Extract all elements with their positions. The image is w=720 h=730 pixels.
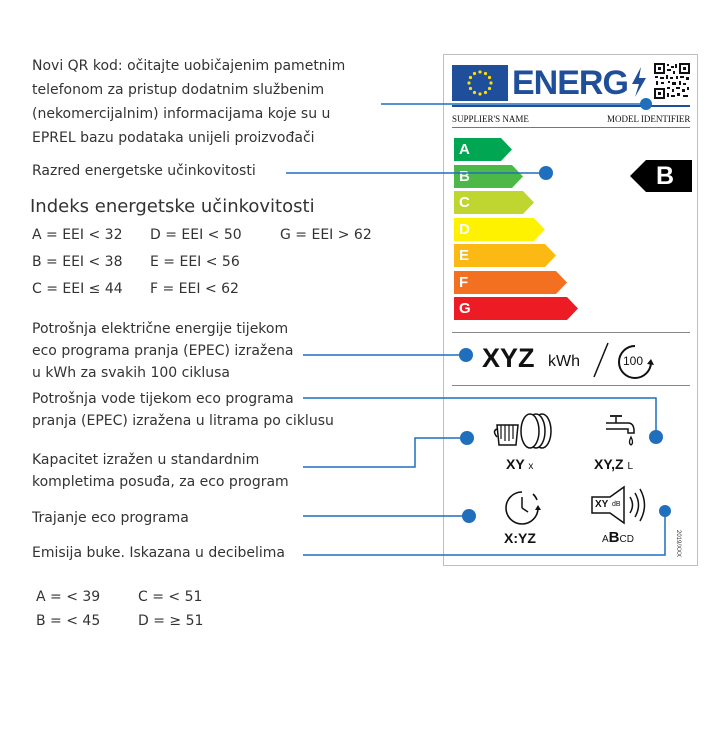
capacity-leader-line <box>303 438 467 467</box>
eei-cell: C = EEI ≤ 44 <box>32 281 123 297</box>
energy-consumption-unit: kWh <box>548 353 580 370</box>
noise-cell: A = < 39 <box>36 589 101 605</box>
selected-class-letter: B <box>656 162 675 190</box>
energy-class-letter: C <box>459 194 470 211</box>
capacity-unit: x <box>528 461 534 472</box>
epec-annotation-line: Potrošnja električne energije tijekom <box>32 321 289 337</box>
noise-cell: D = ≥ 51 <box>138 613 204 629</box>
qr-annotation-line: Novi QR kod: očitajte uobičajenim pametnim <box>32 58 346 74</box>
epec-annotation-line: u kWh za svakih 100 ciklusa <box>32 365 230 381</box>
noise-class-b: B <box>608 529 620 546</box>
eei-cell: A = EEI < 32 <box>32 227 123 243</box>
qr-annotation-line: (nekomercijalnim) informacijama koje su u <box>32 106 331 122</box>
epec-annotation-line: eco programa pranja (EPEC) izražena <box>32 343 294 359</box>
qr-annotation-line: EPREL bazu podataka unijeli proizvođači <box>32 130 315 146</box>
water-unit: L <box>627 461 634 472</box>
noise-db-unit: dB <box>612 501 621 508</box>
eei-cell: G = EEI > 62 <box>280 227 372 243</box>
water-marker-dot <box>649 430 663 444</box>
duration-value: X:YZ <box>504 530 536 546</box>
epec-marker-dot <box>459 348 473 362</box>
noise-cell: B = < 45 <box>36 613 101 629</box>
eei-cell: E = EEI < 56 <box>150 254 240 270</box>
capacity-marker-dot <box>460 431 474 445</box>
model-identifier: MODEL IDENTIFIER <box>607 114 691 124</box>
eei-cell: F = EEI < 62 <box>150 281 239 297</box>
cycles-value: 100 <box>623 354 644 368</box>
qr-annotation-line: telefonom za pristup dodatnim službenim <box>32 82 325 98</box>
water-value: XY,Z <box>594 456 624 472</box>
energy-class-letter: E <box>459 247 470 264</box>
noise-cell: C = < 51 <box>138 589 203 605</box>
qr-marker-dot <box>640 98 652 110</box>
energy-class-letter: F <box>459 273 469 291</box>
energy-consumption-value: XYZ <box>482 343 535 373</box>
eei-title: Indeks energetske učinkovitosti <box>30 196 315 217</box>
noise-annotation: Emisija buke. Iskazana u decibelima <box>32 545 285 561</box>
energy-class-annotation: Razred energetske učinkovitosti <box>32 163 256 179</box>
noise-class-a: A <box>602 534 609 545</box>
duration-marker-dot <box>462 509 476 523</box>
duration-annotation: Trajanje eco programa <box>32 510 189 526</box>
energy-logo-text: ENERG <box>512 64 628 102</box>
noise-marker-dot <box>659 505 671 517</box>
eei-cell: B = EEI < 38 <box>32 254 123 270</box>
capacity-value: XY <box>506 456 525 472</box>
capacity-annotation-line: kompletima posuđa, za eco program <box>32 474 289 490</box>
class-marker-dot <box>539 166 553 180</box>
capacity-annotation-line: Kapacitet izražen u standardnim <box>32 452 260 468</box>
energy-class-letter: G <box>459 300 471 317</box>
energy-class-letter: B <box>459 167 470 185</box>
water-annotation-line: Potrošnja vode tijekom eco programa <box>32 391 294 407</box>
noise-value: XY <box>595 499 609 510</box>
energy-class-letter: D <box>459 220 470 238</box>
noise-leader-line <box>303 511 665 555</box>
water-leader-line <box>303 398 656 437</box>
water-annotation-line: pranja (EPEC) izražena u litrama po ciklusu <box>32 413 334 429</box>
noise-class-cd: CD <box>619 534 634 545</box>
eei-cell: D = EEI < 50 <box>150 227 242 243</box>
supplier-name: SUPPLIER'S NAME <box>452 114 529 124</box>
energy-class-letter: A <box>459 141 470 158</box>
regulation-code: 2019/XXX <box>675 530 681 558</box>
